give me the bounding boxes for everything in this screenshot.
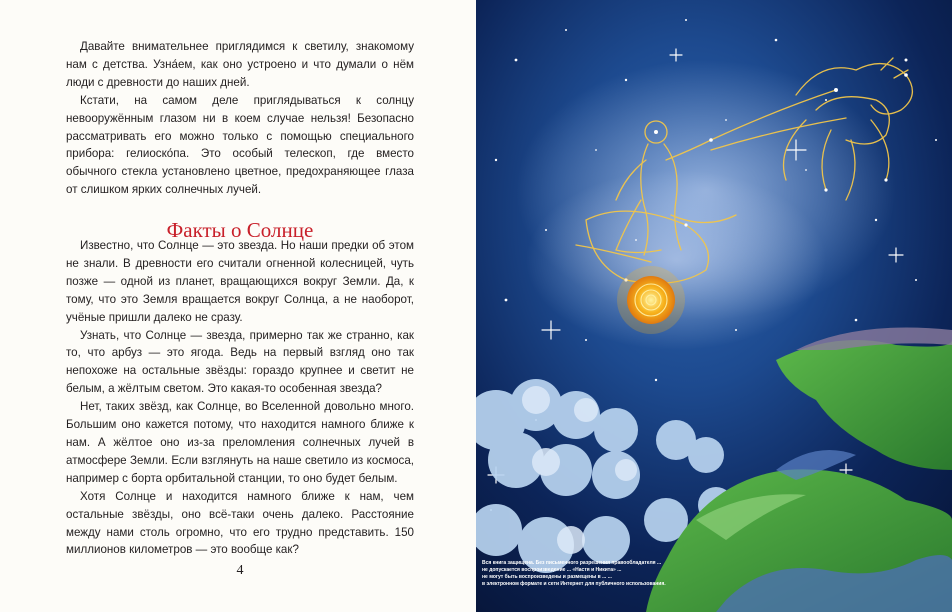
paragraph: Хотя Солнце и находится намного ближе к нам, чем остальные звёзды, оно всё-таки очень далеко. Расстояние между нами столь огромно, что его трудно представить. 150 миллионов километров — это вообще как?: [66, 489, 414, 557]
paragraph: Давайте внимательнее приглядимся к светилу, знакомому нам с детства. Узна́ем, как оно устроено и что думали о нём люди с древности до наших дней.: [66, 40, 414, 89]
intro-text: [66, 38, 414, 199]
right-page: [476, 0, 952, 612]
paragraph: Узнать, что Солнце — звезда, примерно так же странно, как то, что арбуз — это ягода. Ведь на первый взгляд оно так непохоже на остальные звёзды: гораздо крупнее и светит не белым, а жёлтым светом. Это какая-то особенная звезда?: [66, 328, 414, 396]
paragraph: Известно, что Солнце — это звезда. Но наши предки об этом не знали. В древности его считали огненной колесницей, чуть позже — одной из планет, вращающихся вокруг Земли. Да, к тому, что это Земля вращается вокруг Солнца, а не наоборот, учёные пришли далеко не сразу.: [66, 239, 414, 324]
facts-text: [66, 237, 414, 559]
sun-chariot-illustration: [476, 0, 952, 612]
paragraph: Кстати, на самом деле приглядываться к солнцу невооружённым глазом ни в коем случае нельзя! Безопасно рассматривать его можно только с помощью специального прибора: гелиоско́па. Это особый телескоп, где вместо обычного стекла установлено цветное, предохраняющее глаза от слишком ярких солнечных лучей.: [66, 93, 414, 197]
page-number: 4: [236, 563, 244, 578]
paragraph: Нет, таких звёзд, как Солнце, во Вселенной довольно много. Большим оно кажется потому, что находится намного ближе к нам. А жёлтое оно из-за преломления солнечных лучей в атмосфере Земли. Если взглянуть на наше светило из космоса, например с борта орбитальной станции, то оно будет белым.: [66, 400, 414, 485]
copyright-notice: Вся книга защищена. Без письменного разрешения правообладателя ... не допускается воспроизведение ... «Настя и Никита» ... не могут быть воспроизведены и размещены в ... ... в электронном формате и сети Интернет для публичного использования.: [482, 560, 666, 587]
section-heading: Факты о Солнце: [166, 218, 314, 243]
